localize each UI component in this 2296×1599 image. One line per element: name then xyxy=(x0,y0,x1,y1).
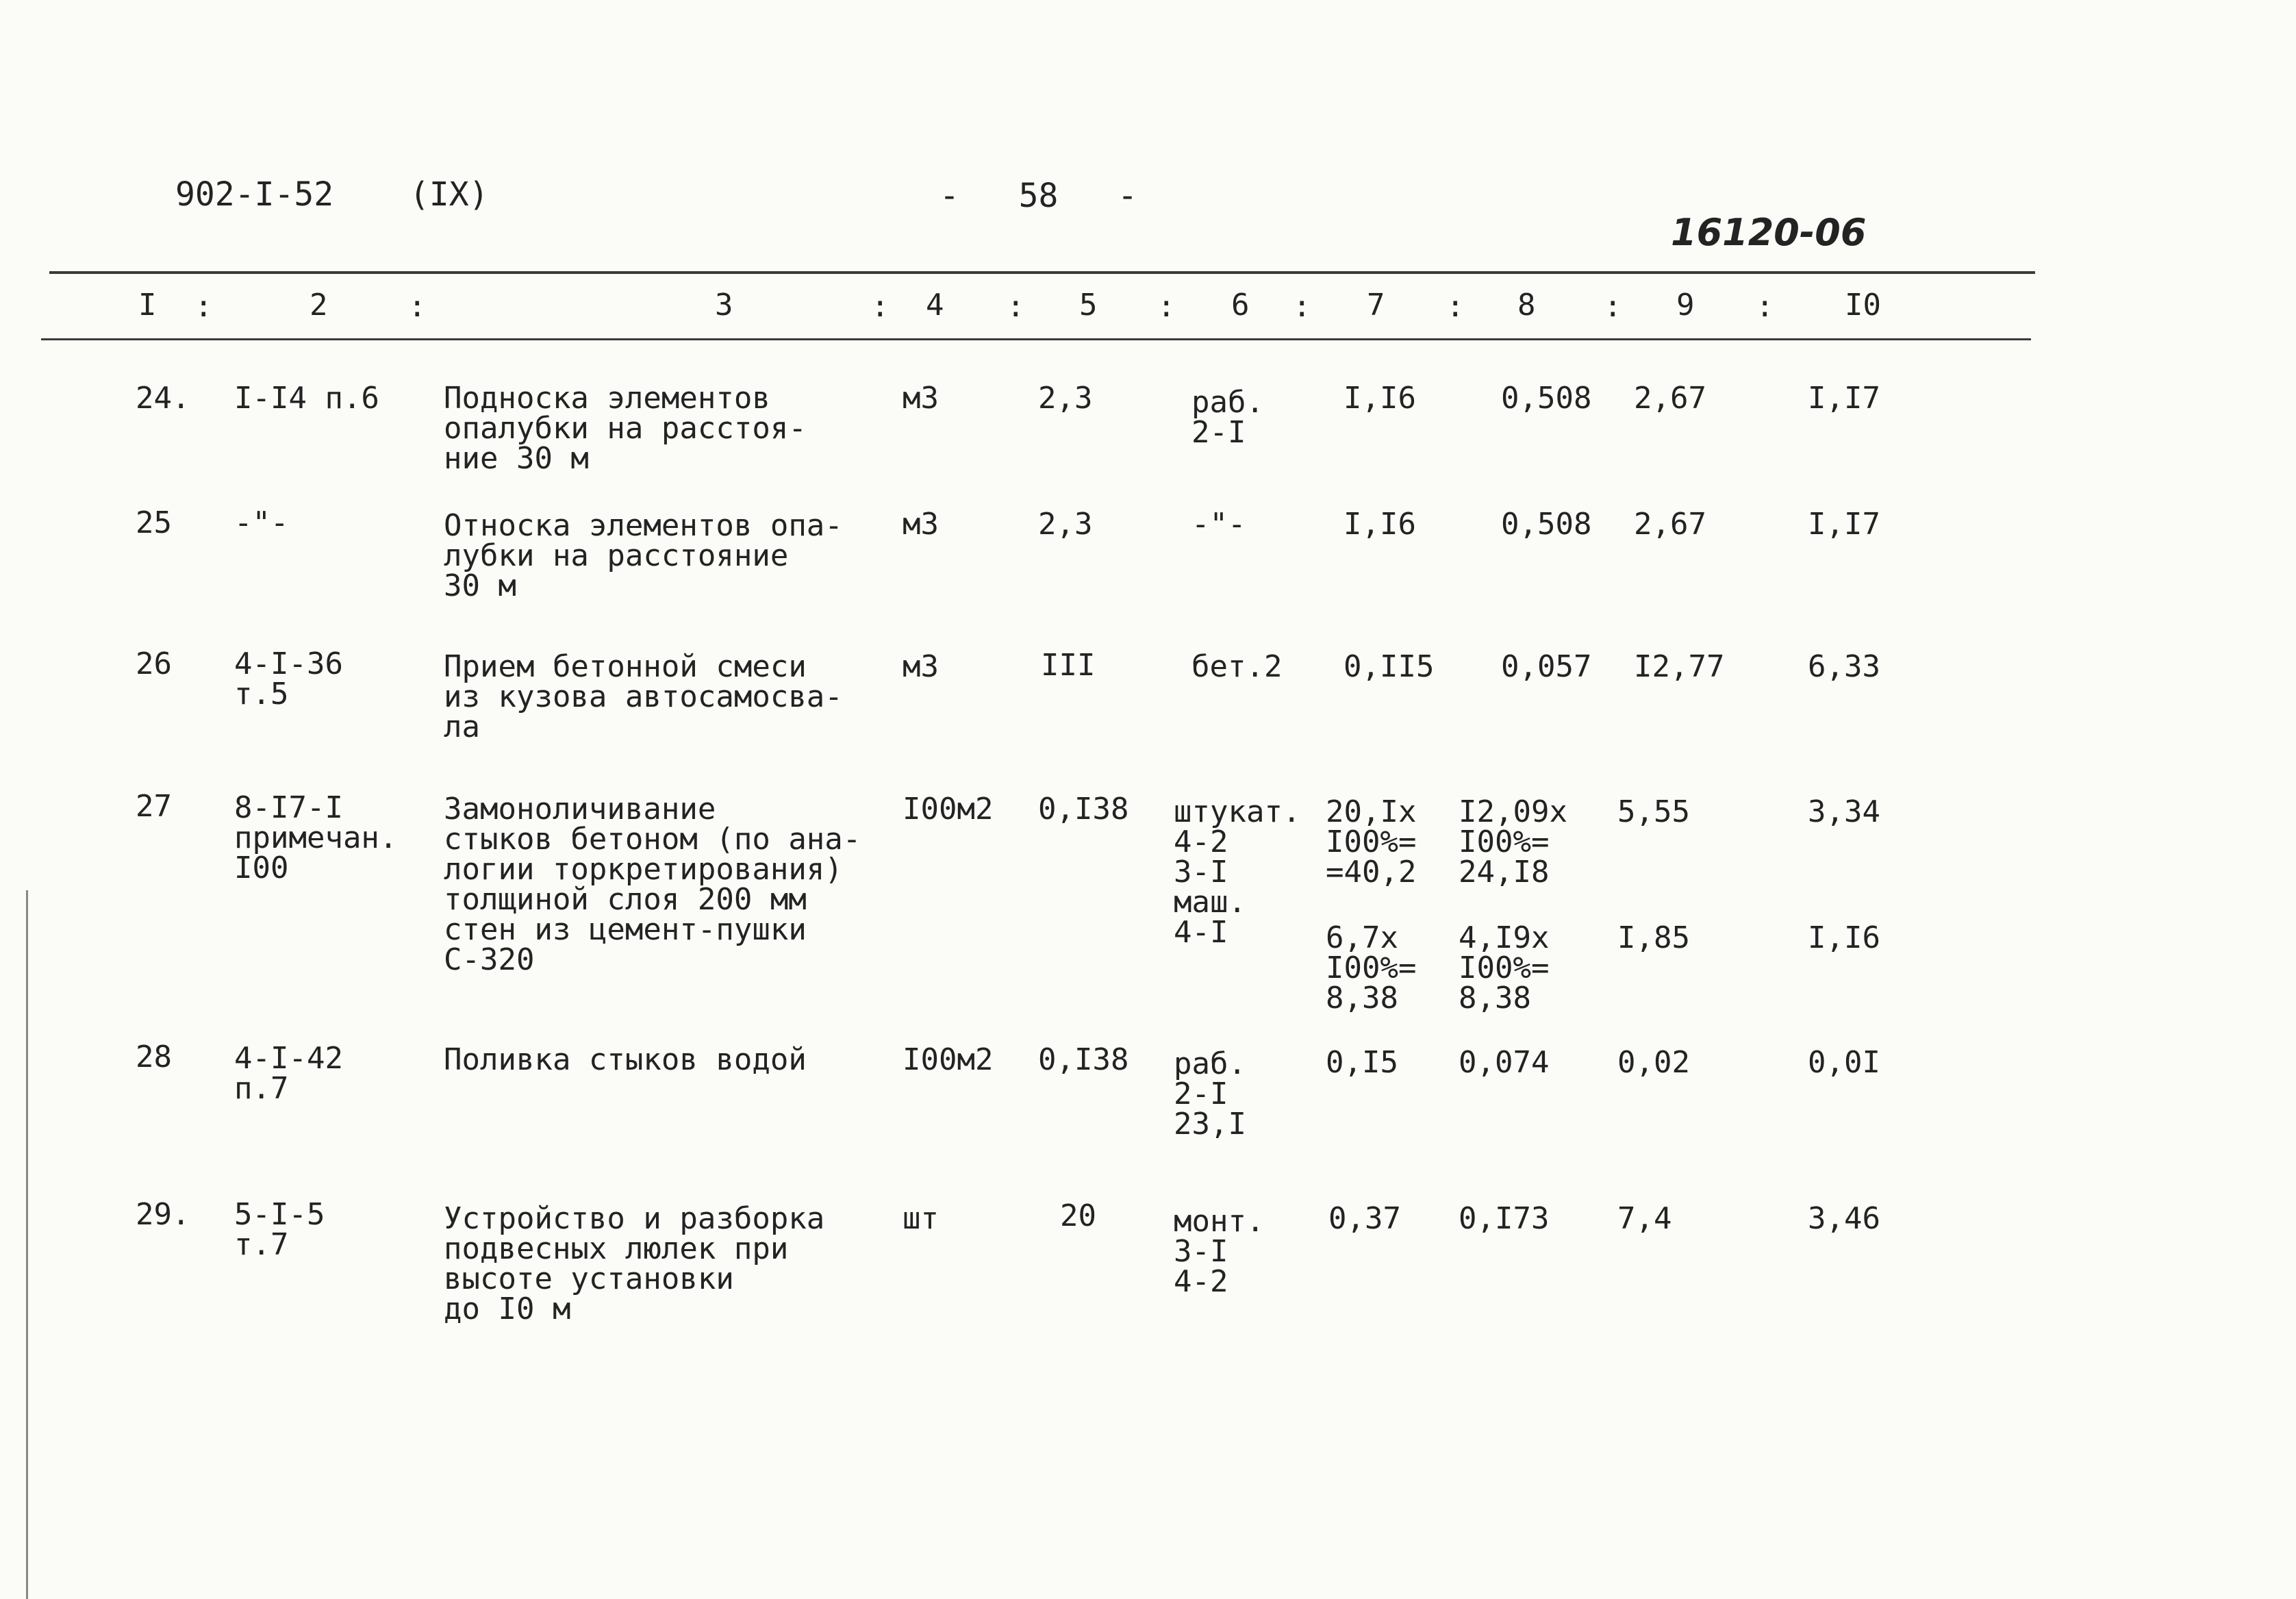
volume-number: (IX) xyxy=(409,175,489,214)
row-unit: шт xyxy=(903,1201,939,1236)
header-sep: : xyxy=(1157,289,1176,324)
row-col9-machine: I,85 xyxy=(1617,920,1690,955)
row-reference: 8-I7-I примечан. I00 xyxy=(234,790,398,885)
header-col-3: 3 xyxy=(715,288,733,323)
header-col-7: 7 xyxy=(1367,288,1385,323)
row-unit: м3 xyxy=(903,507,939,542)
row-description: Подноска элементов опалубки на расстоя- ние 30 м xyxy=(444,381,807,476)
row-description: Прием бетонной смеси из кузова автосамосва- ла xyxy=(444,649,843,744)
row-quantity: 0,I38 xyxy=(1038,792,1129,827)
row-col8: 0,I73 xyxy=(1459,1201,1550,1236)
header-col-6: 6 xyxy=(1231,288,1250,323)
document-code: 902-I-52 xyxy=(175,175,334,214)
row-col9: I2,77 xyxy=(1634,649,1725,684)
row-quantity: 20 xyxy=(1060,1198,1096,1233)
row-team: раб. 2-I 23,I xyxy=(1174,1046,1246,1142)
header-col-9: 9 xyxy=(1676,288,1695,323)
row-number: 27 xyxy=(136,789,172,824)
handwritten-stamp: 16120-06 xyxy=(1671,211,1867,254)
row-quantity: 2,3 xyxy=(1038,381,1093,416)
header-sep: : xyxy=(1756,289,1774,324)
row-col10: 0,0I xyxy=(1808,1045,1880,1080)
row-quantity: 2,3 xyxy=(1038,507,1093,542)
header-sep: : xyxy=(1293,289,1311,324)
row-col9: 0,02 xyxy=(1617,1045,1690,1080)
header-sep: : xyxy=(194,289,213,324)
header-col-4: 4 xyxy=(926,288,944,323)
row-team: раб. 2-I xyxy=(1191,385,1264,450)
row-unit: м3 xyxy=(903,381,939,416)
row-col7: I,I6 xyxy=(1343,507,1416,542)
row-description: Устройство и разборка подвесных люлек при высоте установки до I0 м xyxy=(444,1201,825,1326)
header-col-8: 8 xyxy=(1517,288,1536,323)
row-col9: 2,67 xyxy=(1634,381,1706,416)
row-team: штукат. 4-2 3-I маш. 4-I xyxy=(1174,794,1301,950)
table-top-rule xyxy=(49,271,2035,274)
header-sep: : xyxy=(1604,289,1622,324)
row-col10: I,I7 xyxy=(1808,381,1880,416)
row-col10: 6,33 xyxy=(1808,649,1880,684)
row-col7: 0,37 xyxy=(1328,1201,1401,1236)
row-col7-machine: 6,7х I00%= 8,38 xyxy=(1326,920,1417,1016)
header-sep: : xyxy=(1446,289,1465,324)
header-sep: : xyxy=(408,289,427,324)
row-col10: I,I7 xyxy=(1808,507,1880,542)
row-col7: 0,II5 xyxy=(1343,649,1435,684)
row-reference: 5-I-5 т.7 xyxy=(234,1197,325,1262)
row-description: Замоноличивание стыков бетоном (по ана- логии торкретирования) толщиной слоя 200 мм стен из цемент-пушки С-320 xyxy=(444,792,861,977)
row-unit: I00м2 xyxy=(903,792,994,827)
row-reference: I-I4 п.6 xyxy=(234,381,379,416)
row-team: монт. 3-I 4-2 xyxy=(1174,1204,1265,1299)
row-col10: 3,34 xyxy=(1808,794,1880,829)
row-description: Относка элементов опа- лубки на расстояние 30 м xyxy=(444,508,843,603)
row-description: Поливка стыков водой xyxy=(444,1042,807,1077)
page-number: - 58 - xyxy=(939,177,1137,215)
row-col7: 20,Iх I00%= =40,2 xyxy=(1326,794,1417,890)
row-number: 24. xyxy=(136,381,190,416)
row-col9: 5,55 xyxy=(1617,794,1690,829)
row-col7: I,I6 xyxy=(1343,381,1416,416)
header-sep: : xyxy=(1007,289,1025,324)
row-number: 25 xyxy=(136,505,172,540)
row-quantity: III xyxy=(1041,648,1096,683)
row-team: -"- xyxy=(1191,507,1246,542)
header-sep: : xyxy=(871,289,890,324)
row-col8: 0,508 xyxy=(1501,381,1592,416)
table-header-rule xyxy=(41,338,2031,340)
row-team: бет.2 xyxy=(1191,649,1283,684)
row-col9: 2,67 xyxy=(1634,507,1706,542)
row-col10: 3,46 xyxy=(1808,1201,1880,1236)
row-unit: м3 xyxy=(903,649,939,684)
row-col8-machine: 4,I9х I00%= 8,38 xyxy=(1459,920,1550,1016)
row-reference: 4-I-42 п.7 xyxy=(234,1041,343,1106)
row-unit: I00м2 xyxy=(903,1042,994,1077)
row-reference: 4-I-36 т.5 xyxy=(234,646,343,712)
row-col9: 7,4 xyxy=(1617,1201,1672,1236)
row-col8: 0,057 xyxy=(1501,649,1592,684)
row-number: 29. xyxy=(136,1197,190,1232)
row-quantity: 0,I38 xyxy=(1038,1042,1129,1077)
row-col7: 0,I5 xyxy=(1326,1045,1398,1080)
page-margin-line xyxy=(26,890,28,1599)
header-col-10: I0 xyxy=(1845,288,1881,323)
header-col-5: 5 xyxy=(1079,288,1098,323)
row-col10-machine: I,I6 xyxy=(1808,920,1880,955)
header-col-1: I xyxy=(138,288,157,323)
row-col8: 0,074 xyxy=(1459,1045,1550,1080)
row-reference: -"- xyxy=(234,505,289,540)
row-number: 28 xyxy=(136,1040,172,1074)
row-number: 26 xyxy=(136,646,172,681)
header-col-2: 2 xyxy=(310,288,328,323)
row-col8: I2,09х I00%= 24,I8 xyxy=(1459,794,1567,890)
row-col8: 0,508 xyxy=(1501,507,1592,542)
